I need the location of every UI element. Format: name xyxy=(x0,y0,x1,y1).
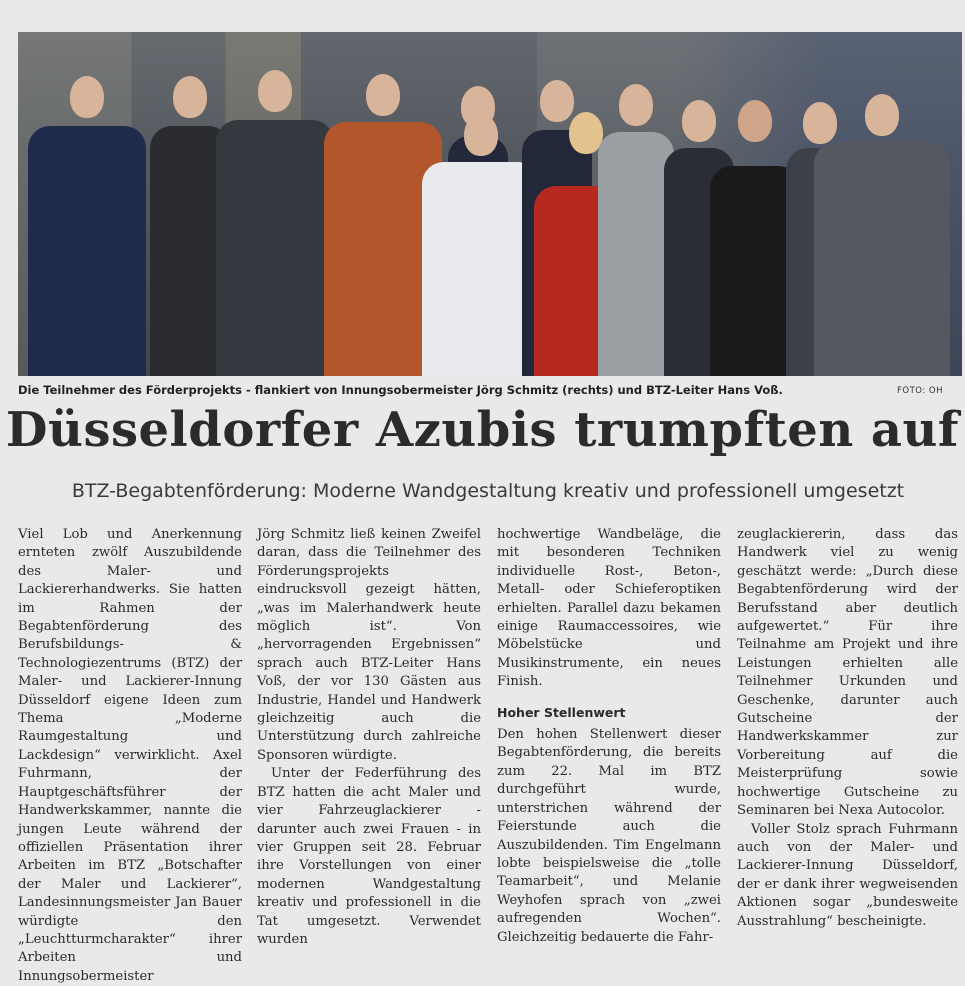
paragraph: zeuglackiererin, dass das Handwerk viel zu wenig geschätzt werde: „Durch diese Begabtenförderung wird der Berufsstand aber deutlich aufgewertet.“ Für ihre Teilnahme am Projekt und ihre Leistungen erhielten alle Teilnehmer Urkunden und Geschenke, darunter auch Gutscheine der Handwerkskammer zur Vorbereitung auf die Meisterprüfung sowie hochwertige Gutscheine zu Seminaren bei Nexa Autocolor. xyxy=(737,527,958,819)
paragraph: Voller Stolz sprach Fuhrmann auch von der Maler- und Lackierer-Innung Düsseldorf, der er dank ihrer wegweisenden Aktionen sogar „bundesweite Ausstrahlung“ bescheinigte. xyxy=(737,821,958,929)
article-column-4 xyxy=(737,526,958,931)
article-headline: Düsseldorfer Azubis trumpften auf xyxy=(5,402,960,458)
section-subheading: Hoher Stellenwert xyxy=(497,704,626,720)
paragraph: Jörg Schmitz ließ keinen Zweifel daran, dass die Teilnehmer des Förderungsprojekts eindrucksvoll gezeigt hätten, „was im Malerhandwerk heute möglich ist“. Von „hervorragenden Ergebnissen“ sprach auch BTZ-Leiter Hans Voß, der vor 130 Gästen aus Industrie, Handel und Handwerk gleichzeitig auch die Unterstützung durch zahlreiche Sponsoren würdigte. xyxy=(257,527,481,763)
article-column-1 xyxy=(18,526,242,986)
photo-credit: FOTO: OH xyxy=(897,386,943,396)
article-column-3 xyxy=(497,526,721,947)
photo-person xyxy=(598,84,674,376)
paragraph: Unter der Federführung des BTZ hatten die acht Maler und vier Fahrzeuglackierer - darunter auch zwei Frauen - in vier Gruppen seit 28. Februar ihre Vorstellungen von einer modernen Wandgestaltung kreativ und professionell in die Tat umgesetzt. Verwendet wurden xyxy=(257,766,481,947)
paragraph: hochwertige Wandbeläge, die mit besonderen Techniken individuelle Rost-, Beton-, Metall- oder Schieferoptiken erhielten. Parallel dazu bekamen einige Raumaccessoires, wie Möbelstücke und Musikinstrumente, ein neues Finish. xyxy=(497,527,721,690)
photo-person xyxy=(28,76,146,376)
article-subheadline: BTZ-Begabtenförderung: Moderne Wandgestaltung kreativ und professionell umgesetzt xyxy=(71,480,905,502)
article-column-2 xyxy=(257,526,481,949)
paragraph: Den hohen Stellenwert dieser Begabtenförderung, die bereits zum 22. Mal im BTZ durchgeführt wurde, unterstrichen während der Feierstunde auch die Auszubildenden. Tim Engelmann lobte beispielsweise die „tolle Teamarbeit“, und Melanie Weyhofen sprach von „zwei aufregenden Wochen“. Gleichzeitig bedauerte die Fahr- xyxy=(497,727,721,945)
group-photo xyxy=(18,32,962,376)
paragraph: Viel Lob und Anerkennung ernteten zwölf Auszubildende des Maler- und Lackiererhandwerks. Sie hatten im Rahmen der Begabtenförderung des Berufsbildungs- & Technologiezentrums (BTZ) der Maler- und Lackierer-Innung Düsseldorf eigene Ideen zum Thema „Moderne Raumgestaltung und Lackdesign“ verwirklicht. Axel Fuhrmann, der Hauptgeschäftsführer der Handwerkskammer, nannte die jungen Leute während der offiziellen Präsentation ihrer Arbeiten im BTZ „Botschafter der Maler und Lackierer“, Landesinnungsmeister Jan Bauer würdigte den „Leuchtturmcharakter“ ihrer Arbeiten und Innungsobermeister xyxy=(18,527,242,984)
photo-person xyxy=(216,70,334,376)
photo-caption: Die Teilnehmer des Förderprojekts - flankiert von Innungsobermeister Jörg Schmitz (rechts) und BTZ-Leiter Hans Voß. xyxy=(18,383,783,397)
photo-person xyxy=(814,94,950,376)
